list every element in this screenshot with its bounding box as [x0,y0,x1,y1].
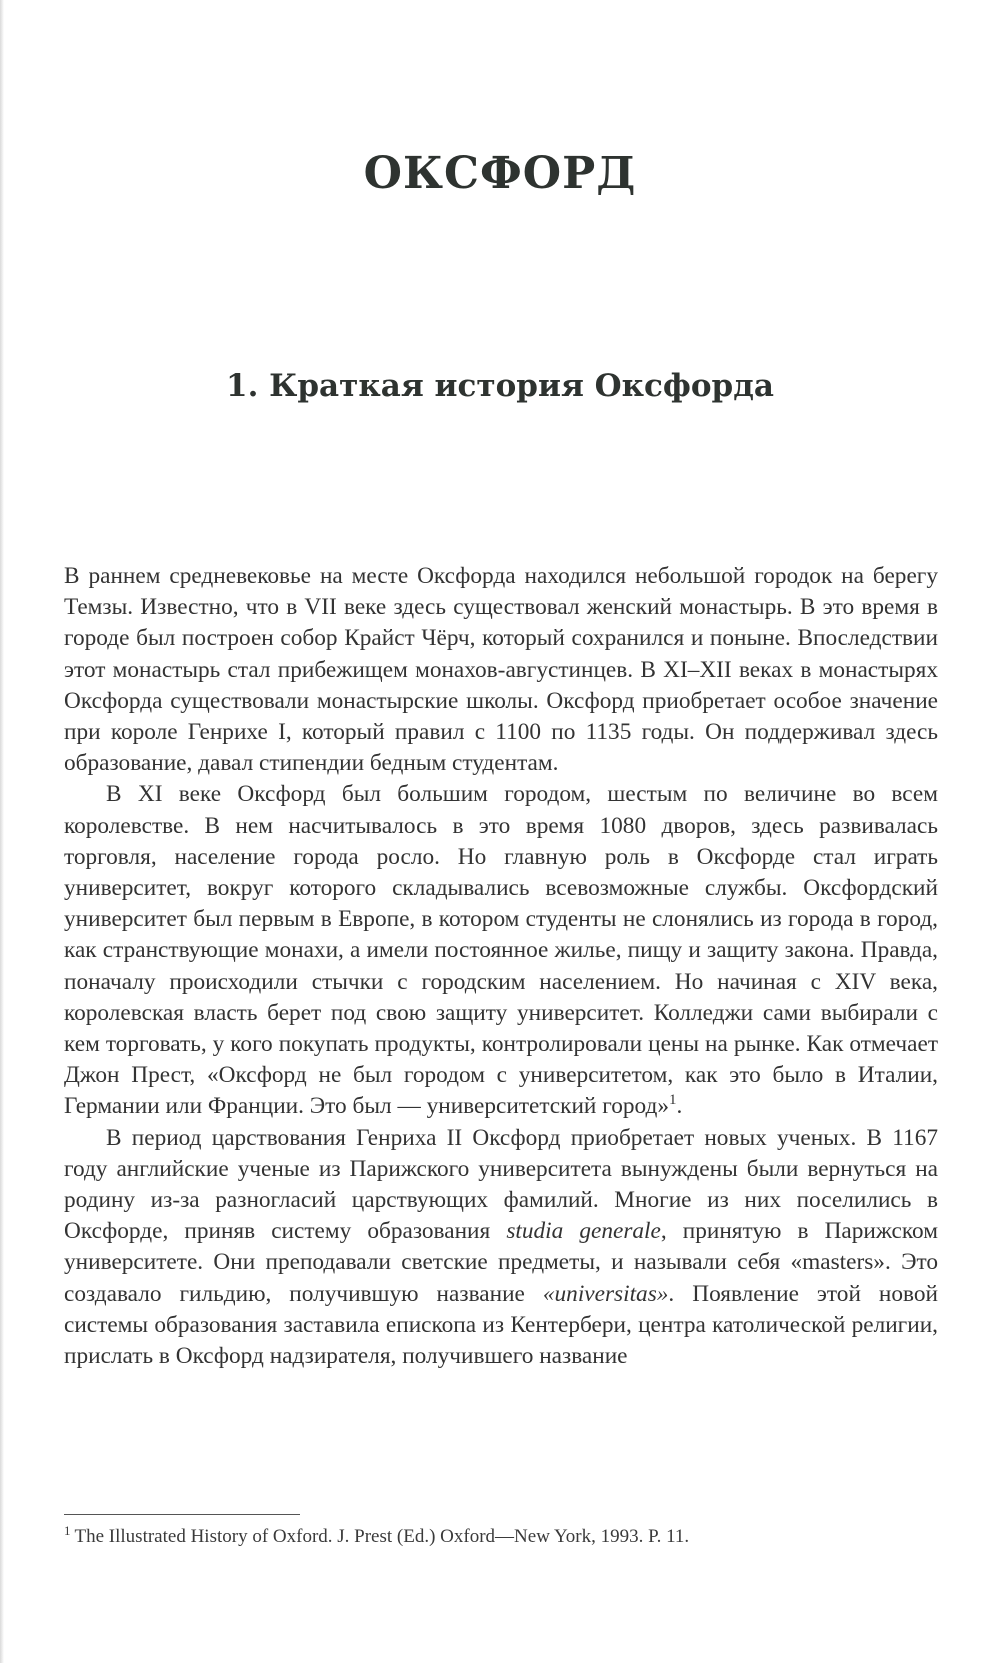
paragraph-3 [64,1123,938,1373]
footnote-reference[interactable]: 1 [668,1092,677,1109]
paragraph-1-text: В раннем средневековье на месте Оксфорда находился небольшой городок на берегу Темзы. Известно, что в VII веке здесь существовал женский монастырь. В это время в городе был построен собор Крайст Чёрч, который сохранился и поныне. Впоследствии этот монастырь стал прибежищем монахов-августинцев. В XI–XII веках в монастырях Оксфорда существовали монастырские школы. Оксфорд приобретает особое значение при короле Генрихе I, который правил с 1100 по 1135 годы. Он поддерживал здесь образование, давал стипендии бедным студентам. [64,563,938,777]
body-text [64,561,938,1372]
chapter-title: ОКСФОРД [363,148,637,199]
footnote [64,1522,938,1549]
paragraph-3-emphasis-2: «universitas» [542,1280,669,1307]
paragraph-2-text: В XI веке Оксфорд был большим городом, шестым по величине во всем королевстве. В нем насчитывалось в это время 1080 дворов, здесь развивалась торговля, население города росло. Но главную роль в Оксфорде стал играть университет, вокруг которого складывались всевозможные службы. Оксфордский университет был первым в Европе, в котором студенты не слонялись из города в город, как странствующие монахи, а имели постоянное жилье, пищу и защиту закона. Правда, поначалу происходили стычки с городским населением. Но начиная с XIV века, королевская власть берет под свою защиту университет. Колледжи сами выбирали с кем торговать, у кого покупать продукты, контролировали цены на рынке. Как отмечает Джон Прест, «Оксфорд не был городом с университетом, как это было в Италии, Германии или Франции. Это был — университетский город» [64,781,938,1120]
paragraph-1 [64,561,938,779]
page-edge-shadow [0,0,4,1663]
paragraph-3-text-a: В период царствования Генриха II Оксфорд приобретает новых ученых. В 1167 году английские ученые из Парижского университета вынуждены были вернуться на родину из-за разногласий царствующих фамилий. Многие из них поселились в Оксфорде, приняв систему образования [64,1124,938,1245]
paragraph-3-text-b: , принятую в Парижском университете. Они преподавали светские предметы, и называли себя «masters». Это создавало гильдию, получившую название [64,1218,938,1307]
paragraph-3-emphasis-1: studia generale [506,1218,661,1245]
paragraph-2-end: . [676,1093,683,1120]
footnote-number: 1 [64,1522,71,1538]
footnote-divider [64,1514,300,1515]
paragraph-3-text-c: . Появление этой новой системы образования заставила епископа из Кентербери, центра католической религии, прислать в Оксфорд надзирателя, получившего название [64,1280,938,1370]
footnote-text: The Illustrated History of Oxford. J. Prest (Ed.) Oxford—New York, 1993. P. 11. [74,1526,690,1547]
paragraph-2 [64,779,938,1122]
section-title: 1. Краткая история Оксфорда [226,368,774,404]
